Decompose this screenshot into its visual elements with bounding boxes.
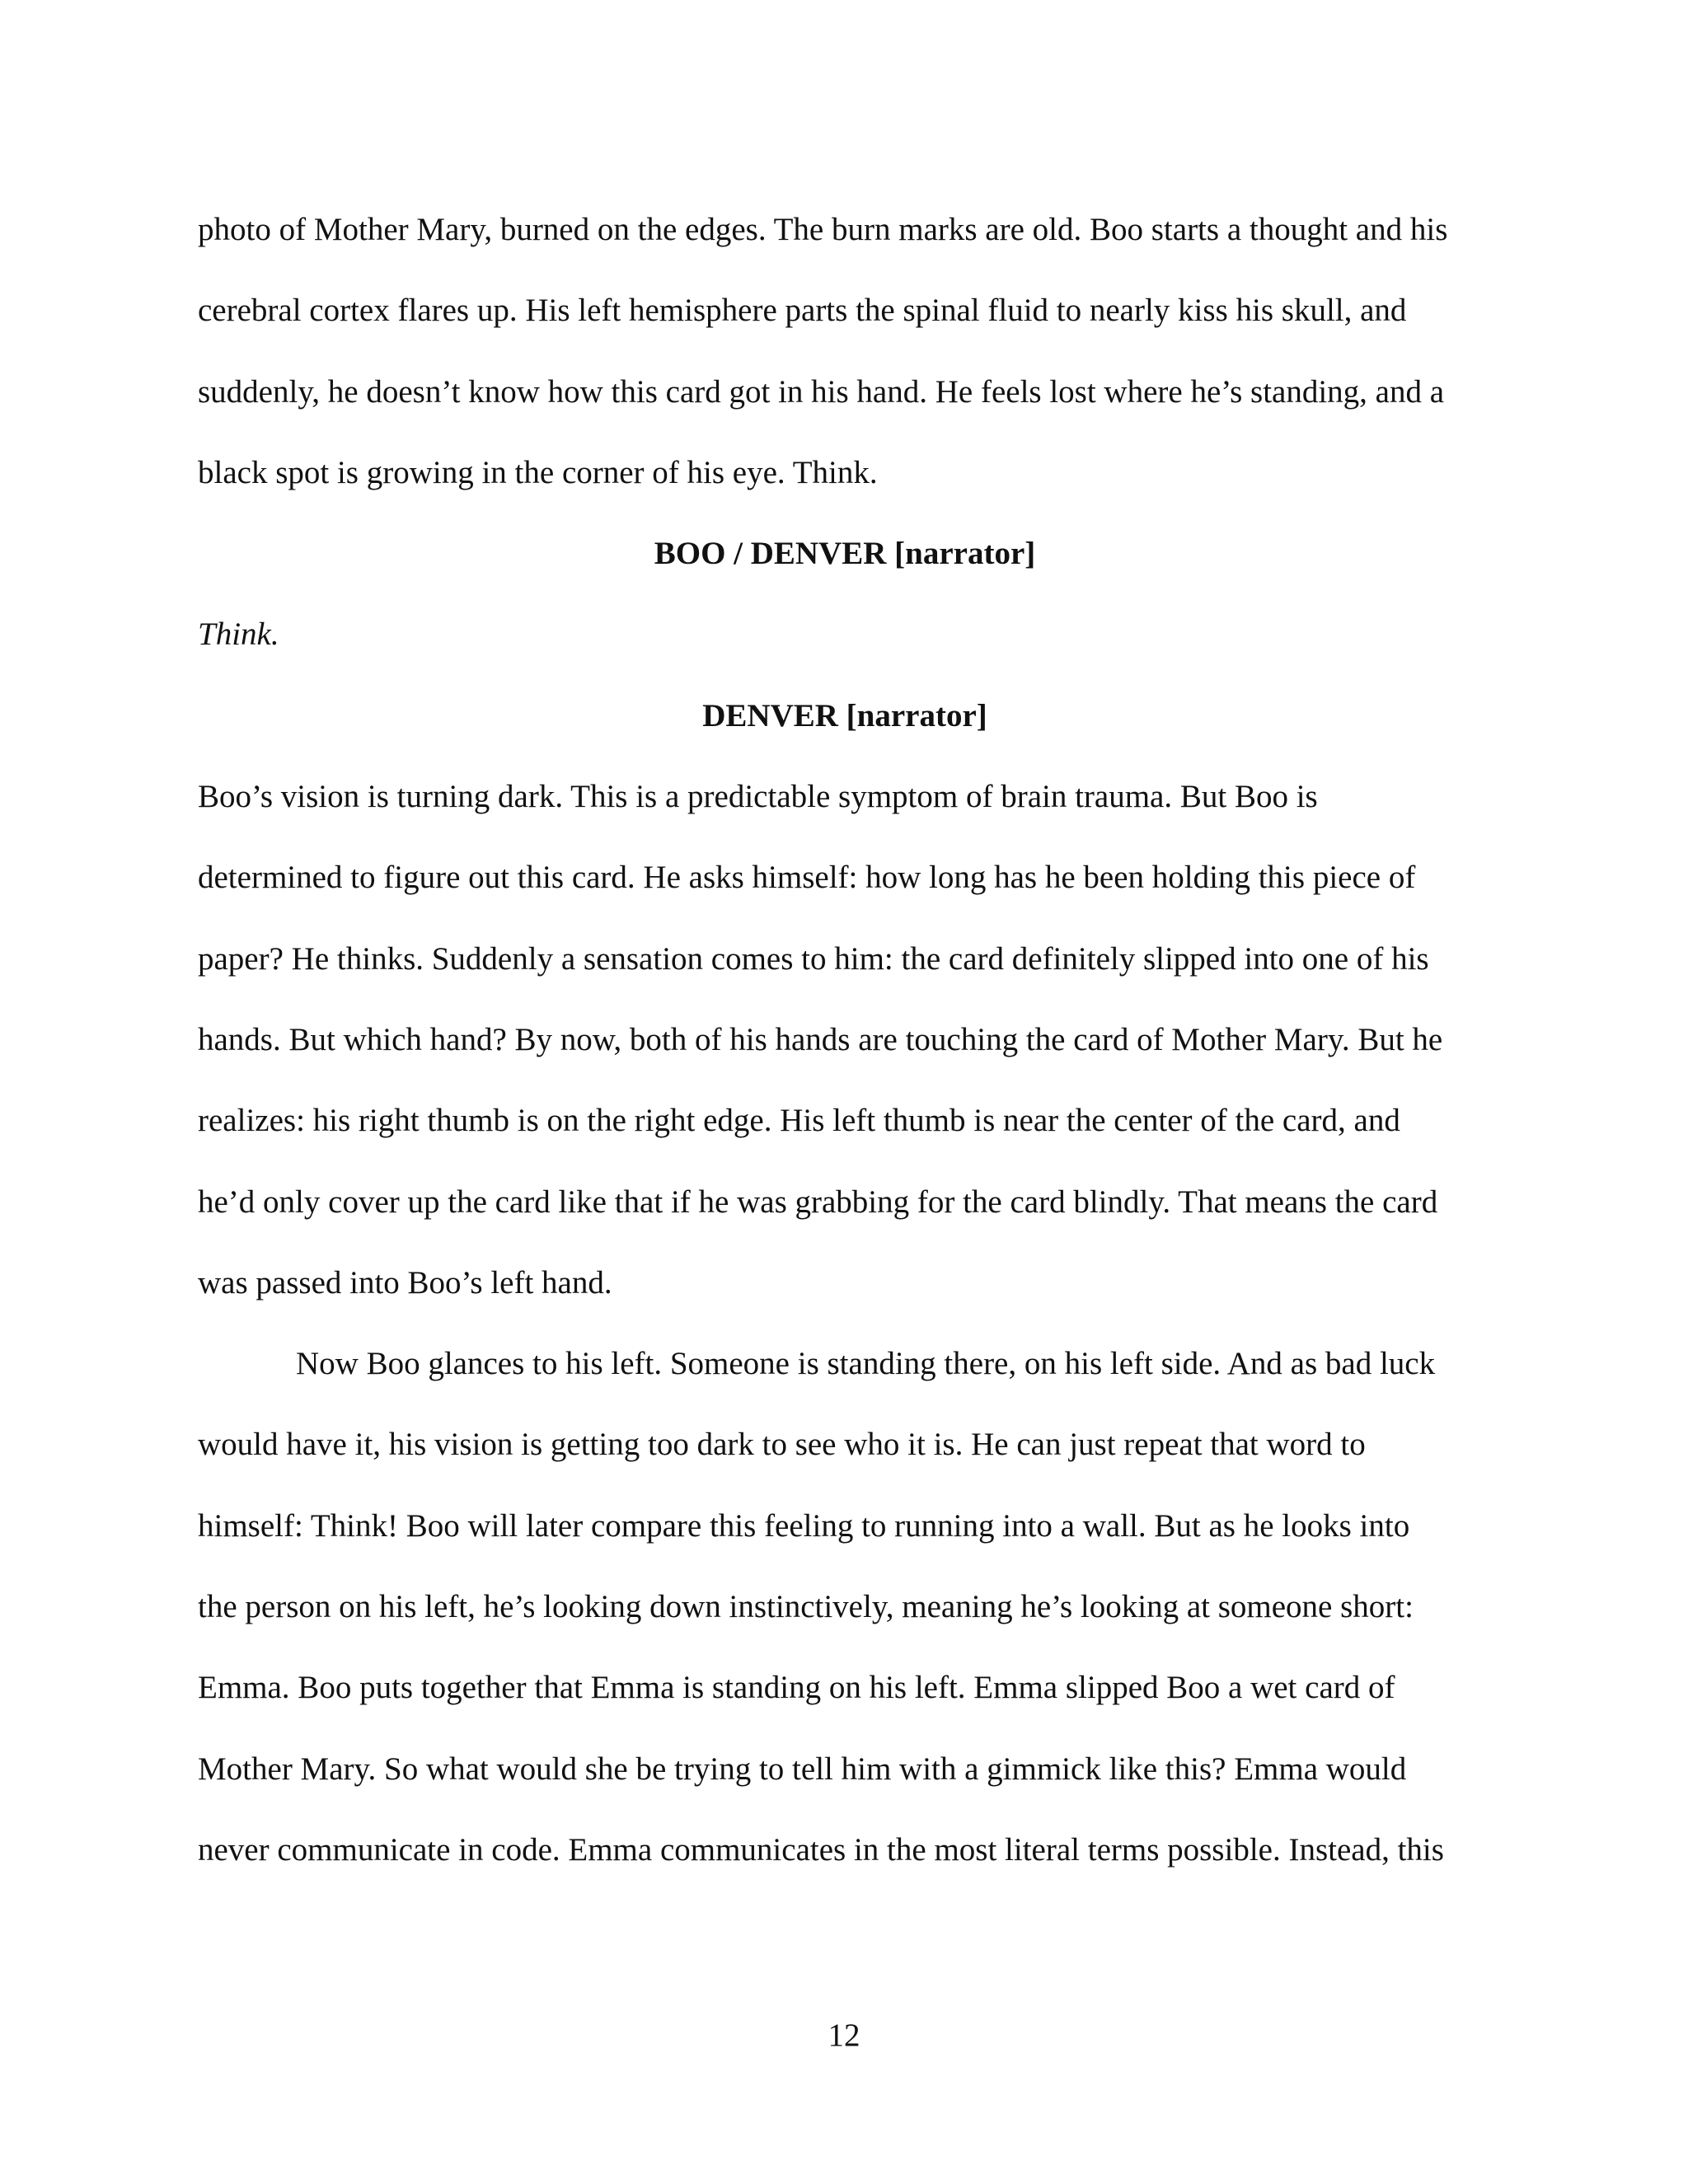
text-line: determined to figure out this card. He asks himself: how long has he been holding this piece of	[198, 860, 1416, 896]
text-line: Boo’s vision is turning dark. This is a predictable symptom of brain trauma. But Boo is	[198, 779, 1318, 815]
paragraph-3	[198, 1324, 1492, 1891]
italic-text-line: Think.	[198, 616, 279, 653]
text-line: never communicate in code. Emma communicates in the most literal terms possible. Instead, this	[198, 1831, 1444, 1868]
page-number: 12	[828, 2018, 860, 2053]
italic-line-block	[198, 594, 1492, 675]
text-line: photo of Mother Mary, burned on the edges. The burn marks are old. Boo starts a thought and his	[198, 212, 1448, 247]
text-line-indented: Now Boo glances to his left. Someone is standing there, on his left side. And as bad luck	[296, 1346, 1436, 1382]
text-line: paper? He thinks. Suddenly a sensation comes to him: the card definitely slipped into one of his	[198, 940, 1429, 977]
text-line: hands. But which hand? By now, both of his hands are touching the card of Mother Mary. But he	[198, 1021, 1443, 1057]
text-line: Mother Mary. So what would she be trying to tell him with a gimmick like this? Emma would	[198, 1750, 1407, 1787]
speaker-heading: DENVER [narrator]	[702, 697, 987, 733]
paragraph-2	[198, 757, 1492, 1324]
text-line: suddenly, he doesn’t know how this card got in his hand. He feels lost where he’s standing, and a	[198, 373, 1445, 410]
text-line: the person on his left, he’s looking down instinctively, meaning he’s looking at someone short:	[198, 1589, 1414, 1625]
text-line: would have it, his vision is getting too dark to see who it is. He can just repeat that word to	[198, 1427, 1366, 1463]
text-line: black spot is growing in the corner of his eye. Think.	[198, 454, 878, 490]
paragraph-1	[198, 190, 1492, 513]
speaker-heading: BOO / DENVER [narrator]	[654, 536, 1036, 572]
text-line: cerebral cortex flares up. His left hemisphere parts the spinal fluid to nearly kiss his skull, and	[198, 293, 1407, 329]
text-line: Emma. Boo puts together that Emma is standing on his left. Emma slipped Boo a wet card of	[198, 1670, 1395, 1706]
text-line: himself: Think! Boo will later compare this feeling to running into a wall. But as he looks into	[198, 1507, 1410, 1544]
text-column	[198, 190, 1492, 1891]
text-line: was passed into Boo’s left hand.	[198, 1264, 612, 1301]
text-line: he’d only cover up the card like that if he was grabbing for the card blindly. That means the card	[198, 1183, 1438, 1220]
text-line: realizes: his right thumb is on the right edge. His left thumb is near the center of the card, and	[198, 1103, 1400, 1139]
